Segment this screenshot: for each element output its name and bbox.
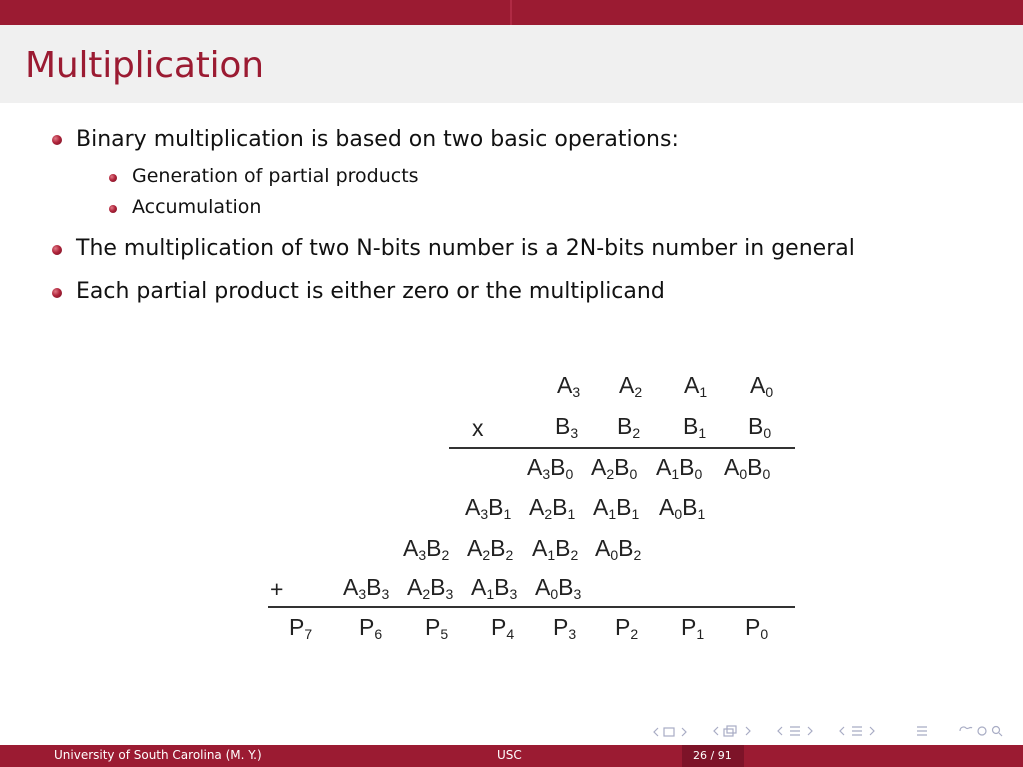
multiplicand-bit: $A_2$ [619,372,643,400]
bullet-2: The multiplication of two N-bits number is a 2N-bits number in general [76,236,855,261]
bullet-1: Binary multiplication is based on two basic operations: [76,127,679,152]
partial-product-term: $A_1B_1$ [593,494,640,522]
footer-institution: USC [497,748,522,762]
footer-author: University of South Carolina (M. Y.) [54,748,262,762]
sub-bullet-icon [109,205,117,213]
bullet-icon [52,135,62,145]
sub-bullet-2: Accumulation [132,196,262,218]
nav-align-icon[interactable] [915,724,929,738]
nav-section-icon[interactable] [776,724,826,738]
product-bit: $P_0$ [745,614,769,642]
sub-bullet-1: Generation of partial products [132,165,419,187]
partial-product-term: $A_2B_0$ [591,454,638,482]
bullet-3: Each partial product is either zero or the multiplicand [76,279,665,304]
partial-product-term: $A_1B_2$ [532,535,579,563]
partial-product-term: $A_0B_2$ [595,535,642,563]
header-bar [0,0,1023,25]
nav-frame-icon[interactable] [652,726,696,738]
divider-line [449,447,795,449]
product-bit: $P_3$ [553,614,577,642]
multiplier-bit: $B_3$ [555,413,579,441]
partial-product-term: $A_2B_1$ [529,494,576,522]
partial-product-term: $A_0B_1$ [659,494,706,522]
bullet-icon [52,288,62,298]
product-bit: $P_4$ [491,614,515,642]
partial-product-term: $A_0B_3$ [535,574,582,602]
partial-product-term: $A_0B_0$ [724,454,771,482]
partial-product-term: $A_1B_0$ [656,454,703,482]
nav-subsection-icon[interactable] [712,724,762,738]
nav-subsection-list-icon[interactable] [838,724,888,738]
divider-line [268,606,795,608]
product-bit: $P_2$ [615,614,639,642]
product-bit: $P_5$ [425,614,449,642]
bullet-icon [52,245,62,255]
partial-product-term: $A_3B_0$ [527,454,574,482]
footer-page-number: 26 / 91 [693,749,732,762]
times-sign: x [472,415,484,441]
multiplicand-bit: $A_3$ [557,372,581,400]
multiplicand-bit: $A_0$ [750,372,774,400]
partial-product-term: $A_3B_1$ [465,494,512,522]
product-bit: $P_7$ [289,614,313,642]
product-bit: $P_1$ [681,614,705,642]
partial-product-term: $A_2B_3$ [407,574,454,602]
partial-product-term: $A_3B_3$ [343,574,390,602]
multiplier-bit: $B_0$ [748,413,772,441]
partial-product-term: $A_3B_2$ [403,535,450,563]
multiplicand-bit: $A_1$ [684,372,708,400]
product-bit: $P_6$ [359,614,383,642]
partial-product-term: $A_1B_3$ [471,574,518,602]
multiplier-bit: $B_2$ [617,413,641,441]
multiplier-bit: $B_1$ [683,413,707,441]
plus-sign: + [270,576,284,602]
nav-search-icon[interactable] [958,724,1014,738]
partial-product-term: $A_2B_2$ [467,535,514,563]
sub-bullet-icon [109,174,117,182]
slide-title: Multiplication [25,45,264,86]
